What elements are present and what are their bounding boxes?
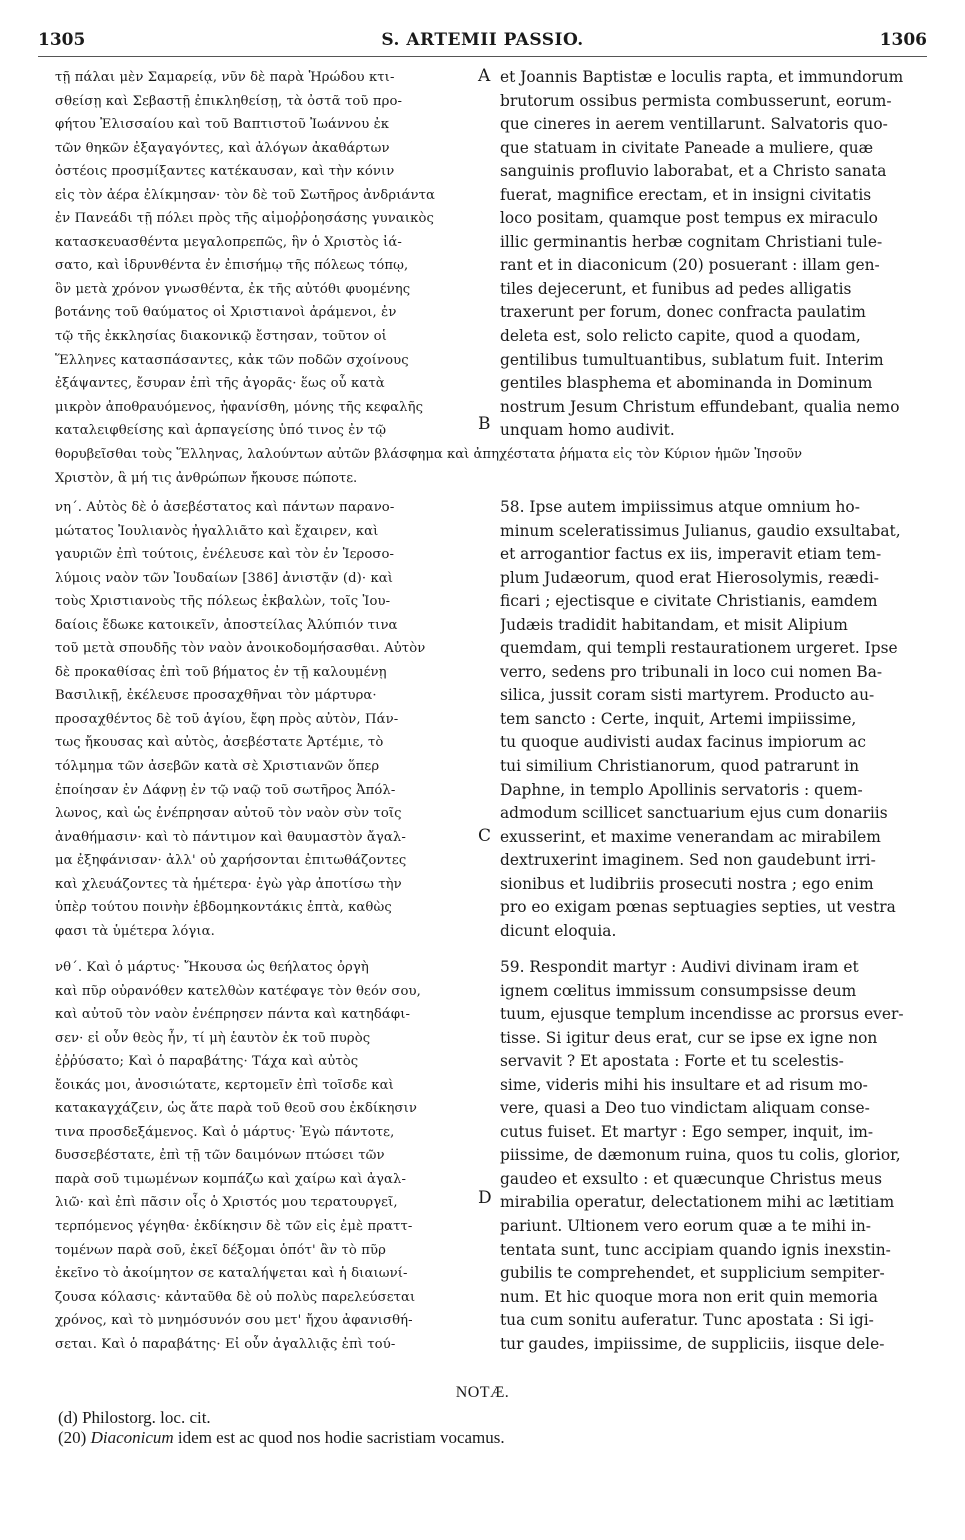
text-line: tentata sunt, tunc accipiam quando ignis inexstin- xyxy=(500,1240,891,1259)
text-line: fuerat, magnifice erectam, et in insigni civitatis xyxy=(500,185,872,204)
text-line: λύμοις ναὸν τῶν Ἰουδαίων [386] ἀνιστᾷν (d)· καὶ xyxy=(55,570,394,586)
text-line: verro, sedens pro tribunali in loco cui nomen Ba- xyxy=(500,662,883,681)
text-line: cutus fuiset. Et martyr : Ego semper, inquit, im- xyxy=(500,1122,874,1141)
text-line: dextruxerint imaginem. Sed non gaudebunt irri- xyxy=(500,851,876,870)
text-line: ὑπὲρ τούτου ποινὴν ἑβδομηκοντάκις ἑπτὰ, καθὼς xyxy=(55,900,392,916)
text-line: λωνος, καὶ ὡς ἐνέπρησαν αὐτοῦ τὸν ναὸν σὺν τοῖς xyxy=(55,806,402,822)
text-line: τερπόμενος γέγηθα· ἐκδίκησιν δὲ τῶν εἰς ἐμὲ πραττ- xyxy=(55,1219,413,1235)
text-line: tu quoque audivisti audax facinus impiorum ac xyxy=(500,733,866,752)
text-line: tisse. Si igitur deus erat, cur se ipse ex igne non xyxy=(500,1028,878,1047)
latin-column-section-1 xyxy=(500,66,928,443)
latin-column-section-2 xyxy=(500,496,928,943)
text-line: δυσσεβέστατε, ἐπὶ τῇ τῶν δαιμόνων πτώσει τῶν xyxy=(55,1148,385,1164)
footnote-20-ref: (20) xyxy=(58,1428,87,1447)
greek-column-section-1 xyxy=(55,66,475,443)
text-line: ἐξάψαντες, ἔσυραν ἐπὶ τῆς ἀγορᾶς· ἕως οὗ κατὰ xyxy=(55,376,385,392)
page-number-left: 1305 xyxy=(38,30,86,50)
latin-column-section-3 xyxy=(500,956,928,1356)
text-line: 58. Ipse autem impiissimus atque omnium ho- xyxy=(500,498,860,516)
text-line: ἐῤῥύσατο; Καὶ ὁ παραβάτης· Τάχα καὶ αὐτὸς xyxy=(55,1054,359,1070)
text-line: δαίοις ἔδωκε κατοικεῖν, ἀποστείλας Ἀλύπιόν τινα xyxy=(55,617,398,633)
text-line: que cineres in aerem ventillarunt. Salvatoris quo- xyxy=(500,115,888,134)
text-line: nostrum Jesum Christum effundebant, qualia nemo xyxy=(500,397,900,416)
footnote-d xyxy=(58,1408,938,1428)
text-line: ἐν Πανεάδι τῇ πόλει πρὸς τῆς αἱμοῤῥοησάσης γυναικὸς xyxy=(55,211,434,227)
text-line: exusserint, et maxime venerandam ac mirabilem xyxy=(500,827,881,846)
text-line: minum sceleratissimus Julianus, gaudio exsultabat, xyxy=(500,521,901,540)
text-line: Daphne, in templo Apollinis servatoris : quem- xyxy=(500,780,863,799)
text-line: ἐκεῖνο τὸ ἀκοίμητον σε καταλήψεται καὶ ἡ διαιωνί- xyxy=(55,1266,408,1282)
text-line: ζουσα κόλασις· κἀνταῦθα δὲ οὐ πολὺς παρελεύσεται xyxy=(55,1289,416,1305)
text-line: silica, jussit coram sisti martyrem. Producto au- xyxy=(500,686,875,705)
text-line: εἰς τὸν ἀέρα ἐλίκμησαν· τὸν δὲ τοῦ Σωτῆρος ἀνδριάντα xyxy=(55,187,435,203)
text-line: θορυβεῖσθαι τοὺς Ἕλληνας, λαλούντων αὐτῶν βλάσφημα καὶ ἀπηχέστατα ῥήματα εἰς τὸν Κύριον ἡμῶν Ἰησοῦν xyxy=(55,447,803,462)
text-line: tiles dejecerunt, et funibus ad pedes alligatis xyxy=(500,279,852,298)
text-line: φήτου Ἐλισσαίου καὶ τοῦ Βαπτιστοῦ Ἰωάννου ἐκ xyxy=(55,117,390,133)
text-line: μα ἐξηφάνισαν· ἀλλ' οὐ χαρήσονται ἐπιτωθάζοντες xyxy=(55,853,407,869)
text-line: pariunt. Ultionem vero eorum quæ a te mihi in- xyxy=(500,1217,871,1236)
footnote-d-ref: (d) xyxy=(58,1408,78,1427)
text-line: gentiles blasphema et abominanda in Dominum xyxy=(500,374,873,393)
text-line: φασι τὰ ὑμέτερα λόγια. xyxy=(55,923,215,939)
text-line: νθ΄. Καὶ ὁ μάρτυς· Ἤκουσα ὡς θεήλατος ὀργὴ xyxy=(55,960,369,975)
text-line: ἔοικάς μοι, ἀνοσιώτατε, κερτομεῖν ἐπὶ τοῖσδε καὶ xyxy=(55,1077,394,1093)
text-line: vere, quasi a Deo tuo vindictam aliquam conse- xyxy=(500,1099,870,1118)
text-line: μώτατος Ἰουλιανὸς ἠγαλλιᾶτο καὶ ἔχαιρεν, καὶ xyxy=(55,523,379,539)
notes-heading: NOTÆ. xyxy=(455,1384,510,1401)
margin-marker-b: B xyxy=(478,414,491,434)
text-line: λιῶ· καὶ ἐπὶ πᾶσιν οἷς ὁ Χριστός μου τερατουργεῖ, xyxy=(55,1195,398,1211)
text-line: ἐποίησαν ἐν Δάφνῃ ἐν τῷ ναῷ τοῦ σωτῆρος Ἀπόλ- xyxy=(55,782,396,798)
text-line: ficari ; ejectisque e civitate Christianis, eamdem xyxy=(500,592,878,611)
text-line: unquam homo audivit. xyxy=(500,421,675,440)
text-line: gentilibus tumultuantibus, sublatum fuit. Interim xyxy=(500,350,884,369)
text-line: tur gaudes, impiissime, de suppliciis, iisque dele- xyxy=(500,1334,885,1353)
text-line: βοτάνης τοῦ θαύματος οἱ Χριστιανοὶ ἀράμενοι, ἐν xyxy=(55,305,397,321)
text-line: tua cum sonitu auferatur. Tunc apostata : Si igi- xyxy=(500,1311,874,1330)
text-line: Χριστὸν, ἃ μή τις ἀνθρώπων ἤκουσε πώποτε. xyxy=(55,470,358,486)
text-line: νη΄. Αὐτὸς δὲ ὁ ἀσεβέστατος καὶ πάντων παρανο- xyxy=(55,500,395,515)
text-line: sanguinis profluvio laborabat, et a Christo sanata xyxy=(500,162,887,181)
text-line: piissime, de dæmonum ruina, quos tu colis, glorior, xyxy=(500,1146,901,1165)
greek-column-section-3 xyxy=(55,956,475,1356)
footnote-20-text: idem est ac quod nos hodie sacristiam vocamus. xyxy=(173,1428,505,1447)
running-header xyxy=(38,30,927,56)
text-line: τόλμημα τῶν ἀσεβῶν κατὰ σὲ Χριστιανῶν ὅπερ xyxy=(55,759,380,775)
text-line: μικρὸν ἀποθραυόμενος, ἠφανίσθη, μόνης τῆς κεφαλῆς xyxy=(55,399,424,415)
text-line: προσαχθέντος δὲ τοῦ ἁγίου, ἔφη πρὸς αὐτὸν, Πάν- xyxy=(55,711,399,727)
text-line: deleta est, solo relicto capite, quod a quodam, xyxy=(500,327,861,346)
text-line: ὀστέοις προσμίξαντες κατέκαυσαν, καὶ τὴν κόνιν xyxy=(55,164,395,180)
text-line: sionibus et ludibriis prosecuti nostra ; ego enim xyxy=(500,874,874,893)
text-line: et Joannis Baptistæ e loculis rapta, et immundorum xyxy=(500,68,904,86)
text-line: καὶ αὐτοῦ τὸν ναὸν ἐνέπρησεν πάντα καὶ κατηδάφι- xyxy=(55,1007,411,1023)
text-line: τῶν θηκῶν ἐξαγαγόντες, καὶ ἀλόγων ἀκαθάρτων xyxy=(55,140,390,156)
text-line: dicunt eloquia. xyxy=(500,921,617,940)
text-line: tem sancto : Certe, inquit, Artemi impiissime, xyxy=(500,709,857,728)
text-line: σεται. Καὶ ὁ παραβάτης· Εἰ οὖν ἀγαλλιᾷς ἐπὶ τού- xyxy=(55,1336,396,1352)
text-line: παρὰ σοῦ τιμωμένων κομπάζω καὶ χαίρω καὶ ἀγαλ- xyxy=(55,1171,407,1187)
text-line: τῇ πάλαι μὲν Σαμαρείᾳ, νῦν δὲ παρὰ Ἡρώδου κτι- xyxy=(55,70,395,85)
text-line: traxerunt per forum, donec confracta paulatim xyxy=(500,303,866,322)
text-line: ἀναθήμασιν· καὶ τὸ πάντιμον καὶ θαυμαστὸν ἄγαλ- xyxy=(55,829,406,845)
text-line: καταλειφθείσης καὶ ἁρπαγείσης ὑπό τινος ἐν τῷ xyxy=(55,423,387,439)
full-width-greek-lines xyxy=(55,443,930,490)
margin-marker-c: C xyxy=(478,826,492,846)
text-line: et arrogantior factus ex iis, imperavit etiam tem- xyxy=(500,545,882,564)
text-line: τως ἤκουσας καὶ αὐτὸς, ἀσεβέστατε Ἀρτέμιε, τὸ xyxy=(55,735,384,751)
text-line: gubilis te comprehendet, et supplicium sempiter- xyxy=(500,1264,885,1283)
text-line: tui similium Christianorum, quod patrarunt in xyxy=(500,757,860,776)
text-line: τομένων παρὰ σοῦ, ἐκεῖ δέξομαι ὁπότ' ἂν τὸ πῦρ xyxy=(55,1242,386,1258)
text-line: κατακαγχάζειν, ὡς ἅτε παρὰ τοῦ θεοῦ σου ἐκδίκησιν xyxy=(55,1101,417,1117)
margin-marker-a: A xyxy=(478,66,491,86)
text-line: rant et in diaconicum (20) posuerant : illam gen- xyxy=(500,256,880,275)
footnote-20-term: Diaconicum xyxy=(90,1428,174,1447)
margin-marker-d: D xyxy=(478,1188,492,1208)
text-line: sime, videris mihi his insultare et ad risum mo- xyxy=(500,1075,868,1094)
text-line: σατο, καὶ ἱδρυνθέντα ἐν ἐπισήμῳ τῆς πόλεως τόπῳ, xyxy=(55,258,409,274)
text-line: num. Et hic quoque mora non erit quin memoria xyxy=(500,1287,878,1306)
text-line: quemdam, qui templi restaurationem urgeret. Ipse xyxy=(500,639,898,658)
text-line: σθείσῃ καὶ Σεβαστῇ ἐπικληθείσῃ, τὰ ὀστᾶ τοῦ προ- xyxy=(55,93,403,109)
text-line: 59. Respondit martyr : Audivi divinam iram et xyxy=(500,958,859,976)
text-line: admodum scillicet sanctuarium ejus cum donariis xyxy=(500,804,888,823)
text-line: τῷ τῆς ἐκκλησίας διακονικῷ ἔστησαν, τοῦτον οἱ xyxy=(55,329,387,345)
text-line: Ἕλληνες κατασπάσαντες, κἀκ τῶν ποδῶν σχοίνους xyxy=(55,352,409,368)
text-line: loco positam, quamque post tempus ex miraculo xyxy=(500,209,878,228)
text-line: τοὺς Χριστιανοὺς τῆς πόλεως ἐκβαλὼν, τοῖς Ἰου- xyxy=(55,594,391,610)
text-line: ὃν μετὰ χρόνον γνωσθέντα, ἐκ τῆς αὐτόθι φυομένης xyxy=(55,281,411,297)
text-line: χρόνος, καὶ τὸ μνημόσυνόν σου μετ' ἤχου ἀφανισθή- xyxy=(55,1313,413,1329)
text-line: καὶ πῦρ οὐρανόθεν κατελθὼν κατέφαγε τὸν θεόν σου, xyxy=(55,983,421,999)
text-line: gaudeo et exsulto : et quæcunque Christus meus xyxy=(500,1169,883,1188)
footnote-d-text: Philostorg. loc. cit. xyxy=(77,1408,211,1427)
text-line: κατασκευασθέντα μεγαλοπρεπῶς, ἣν ὁ Χριστὸς ἰά- xyxy=(55,234,402,250)
footnote-20 xyxy=(58,1428,938,1448)
text-line: illic germinantis herbæ cognitam Christiani tule- xyxy=(500,232,883,251)
text-line: ignem cœlitus immissum consumpsisse deum xyxy=(500,981,857,1000)
text-line: que statuam in civitate Paneade a muliere, quæ xyxy=(500,138,874,157)
page-number-right: 1306 xyxy=(879,30,927,50)
text-line: brutorum ossibus permista combusserunt, eorum- xyxy=(500,91,892,110)
text-line: tuum, ejusque templum incendisse ac prorsus ever- xyxy=(500,1005,904,1024)
text-line: τοῦ μετὰ σπουδῆς τὸν ναὸν ἀνοικοδομήσασθαι. Αὐτὸν xyxy=(55,641,426,657)
text-line: δὲ προκαθίσας ἐπὶ τοῦ βήματος ἐν τῇ καλουμένῃ xyxy=(55,664,387,680)
greek-column-section-2 xyxy=(55,496,475,943)
text-line: Βασιλικῇ, ἐκέλευσε προσαχθῆναι τὸν μάρτυρα· xyxy=(55,688,377,704)
text-line: plum Judæorum, quod erat Hierosolymis, reædi- xyxy=(500,568,879,587)
running-title: S. ARTEMII PASSIO. xyxy=(381,30,584,50)
text-line: τινα προσδεξάμενος. Καὶ ὁ μάρτυς· Ἐγὼ πάντοτε, xyxy=(55,1124,395,1140)
text-line: Judæis tradidit habitandam, et misit Alipium xyxy=(500,615,848,634)
text-line: σεν· εἰ οὖν θεὸς ἦν, τί μὴ ἑαυτὸν ἐκ τοῦ πυρὸς xyxy=(55,1030,371,1046)
header-rule xyxy=(38,56,927,57)
text-line: γαυριῶν ἐπὶ τούτοις, ἐνέλευσε καὶ τὸν ἐν Ἱεροσο- xyxy=(55,547,395,563)
text-line: καὶ χλευάζοντες τὰ ἡμέτερα· ἐγὼ γὰρ ἀποτίσω τὴν xyxy=(55,876,402,892)
text-line: pro eo exigam pœnas septuagies septies, ut vestra xyxy=(500,898,896,917)
text-line: mirabilia operatur, delectationem mihi ac lætitiam xyxy=(500,1193,895,1212)
text-line: servavit ? Et apostata : Forte et tu scelestis- xyxy=(500,1052,844,1071)
